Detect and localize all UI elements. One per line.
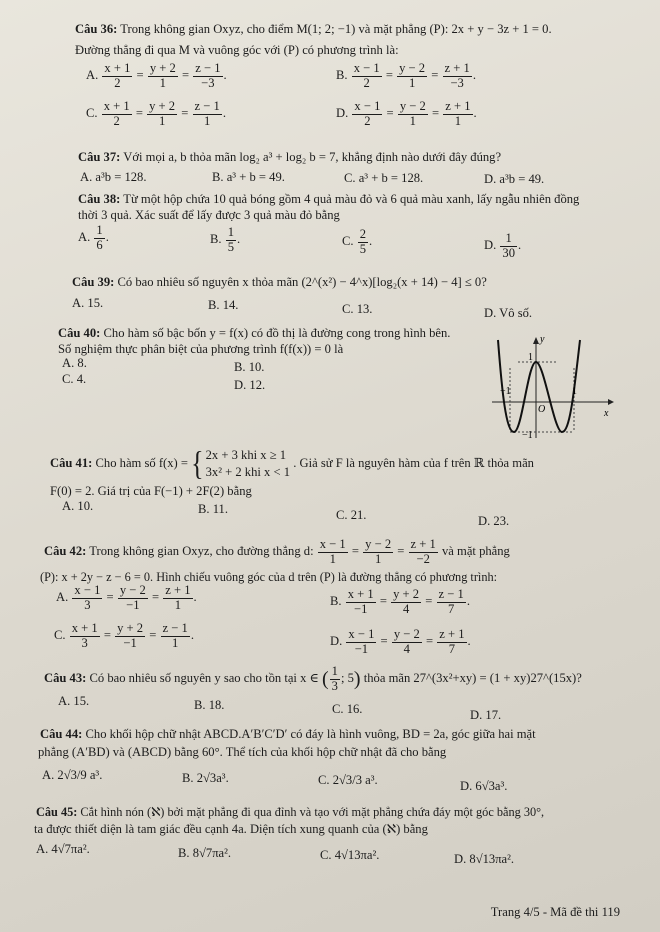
q38-opt-frac: $\frac{1}{5}$ (227, 225, 234, 254)
q42-opt-frac: $\frac{z - 1}{7}$ (438, 587, 464, 616)
q36-opt-sep: = (382, 68, 397, 83)
q41-option-b[interactable]: B. 11. (198, 502, 228, 516)
q40-option-c[interactable]: C. 4. (62, 372, 87, 386)
q38-opt-frac: $\frac{2}{5}$ (359, 227, 366, 256)
q38-text: Từ một hộp chứa 10 quả bóng gồm 4 quả màu đỏ và 6 quả màu xanh, lấy ngẫu nhiên đồng (123, 192, 580, 206)
q39-option-d[interactable]: D. Vô số. (484, 306, 533, 320)
q36-text: Trong không gian Oxyz, cho điểm M(1; 2; −1) và mặt phẳng (P): 2x + y − 3z + 1 = 0. (120, 22, 552, 36)
q42-opt-frac: $\frac{z + 1}{1}$ (165, 583, 191, 612)
q43-pre: Có bao nhiêu số nguyên y sao cho tồn tại x ∈ (89, 671, 319, 686)
q40-option-b[interactable]: B. 10. (234, 360, 265, 374)
q36-opt-sep: = (428, 68, 442, 83)
page-footer: Trang 4/5 - Mã đề thi 119 (490, 905, 620, 919)
q36-opt-sep: = (383, 106, 397, 121)
q36-opt-frac: $\frac{x + 1}{2}$ (103, 99, 130, 128)
q41-brace: { (191, 444, 204, 483)
q40-label: Câu 40: (58, 326, 101, 340)
q42-opt-sep: = (103, 590, 117, 605)
q42-opt-sep: = (376, 594, 391, 609)
q36-opt-frac: $\frac{y + 2}{1}$ (149, 61, 176, 90)
q42-opt-letter: D. (330, 634, 346, 649)
q38-option-b[interactable] (210, 226, 240, 255)
q41-case2: 3x² + 2 khi x < 1 (205, 465, 291, 479)
graph-ytick-m1: −1 (522, 430, 533, 441)
q36-opt-sep: = (428, 106, 443, 121)
q36-option-b[interactable] (336, 62, 476, 91)
q43-option-d[interactable]: D. 17. (470, 708, 502, 722)
q37-option-c[interactable]: C. a³ + b = 128. (344, 171, 424, 185)
q45-text: Cắt hình nón (ℵ) bởi mặt phẳng đi qua đỉnh và tạo với mặt phẳng chứa đáy một góc bằng 30°, (80, 805, 545, 819)
q36-opt-frac: $\frac{z + 1}{1}$ (445, 99, 471, 128)
q38-label: Câu 38: (78, 192, 121, 206)
q36-opt-frac: $\frac{x - 1}{2}$ (353, 61, 380, 90)
q37-label: Câu 37: (78, 150, 121, 164)
q44-stem2: phẳng (A′BD) và (ABCD) bằng 60°. Thể tích của khối hộp chữ nhật đã cho bằng (38, 745, 447, 759)
q38-opt-frac: $\frac{1}{30}$ (502, 231, 515, 260)
q41-stem (50, 444, 534, 483)
q42-label: Câu 42: (44, 544, 87, 559)
graph-origin-label: O (538, 404, 546, 415)
q39-text: Có bao nhiêu số nguyên x thỏa mãn (2^(x²) − 4^x)[log₂(x + 14) − 4] ≤ 0? (117, 275, 487, 289)
q43-post: thỏa mãn 27^(3x²+xy) = (1 + xy)27^(15x)? (363, 671, 582, 686)
q45-option-d[interactable]: D. 8√13πa². (454, 852, 515, 866)
q36-opt-sep: = (178, 68, 193, 83)
q42-opt-frac: $\frac{y - 2}{-1}$ (119, 583, 146, 612)
q42-opt-sep: = (422, 634, 437, 649)
q42-opt-sep: = (148, 590, 163, 605)
q36-opt-sep: = (133, 68, 147, 83)
q38-opt-letter: A. (78, 230, 94, 245)
graph-x-arrow (608, 399, 614, 405)
q36-option-d[interactable] (336, 100, 477, 129)
q38-opt-letter: B. (210, 232, 225, 247)
graph-y-arrow (533, 337, 539, 344)
q41-pre: Cho hàm số f(x) = (95, 455, 188, 470)
q36-option-c[interactable] (86, 100, 226, 129)
q38-opt-letter: D. (484, 238, 500, 253)
q42-opt-sep: . (467, 634, 471, 649)
q39-option-c[interactable]: C. 13. (342, 302, 373, 316)
graph-xtick-m1: −1 (500, 386, 511, 397)
q36-option-a[interactable] (86, 62, 227, 91)
q42-opt-sep: = (146, 628, 160, 643)
q45-option-b[interactable]: B. 8√7πa². (178, 846, 232, 860)
q40-option-d[interactable]: D. 12. (234, 378, 266, 392)
q42-d-frac: $\frac{y - 2}{1}$ (365, 537, 392, 566)
q45-label: Câu 45: (36, 805, 78, 819)
q41-stem2: F(0) = 2. Giá trị của F(−1) + 2F(2) bằng (50, 484, 252, 498)
q42-stem2: (P): x + 2y − z − 6 = 0. Hình chiếu vuông góc của d trên (P) là đường thẳng có phương trình: (40, 570, 498, 584)
q44-option-b[interactable]: B. 2√3a³. (182, 771, 229, 785)
q41-label: Câu 41: (50, 455, 93, 470)
q36-opt-frac: $\frac{x - 1}{2}$ (354, 99, 381, 128)
q38-opt-dot: . (518, 238, 522, 253)
q37-option-b[interactable]: B. a³ + b = 49. (212, 170, 285, 184)
q39-stem (72, 275, 487, 291)
q42-d-sep: = (394, 544, 408, 559)
q42-opt-sep: = (377, 634, 391, 649)
q41-cases (206, 447, 290, 481)
q42-pre: Trong không gian Oxyz, cho đường thẳng d: (89, 544, 314, 559)
q38-option-a[interactable] (78, 224, 109, 253)
q43-interval-rest: ; 5 (340, 671, 354, 686)
q38-option-c[interactable] (342, 228, 372, 257)
q43-option-a[interactable]: A. 15. (58, 694, 90, 708)
q42-opt-frac: $\frac{y + 2}{4}$ (393, 587, 420, 616)
q42-opt-frac: $\frac{z - 1}{1}$ (162, 621, 188, 650)
q42-d-frac: $\frac{x - 1}{1}$ (319, 537, 346, 566)
q42-opt-frac: $\frac{y - 2}{4}$ (393, 627, 420, 656)
q36-label: Câu 36: (75, 22, 118, 36)
q38-opt-letter: C. (342, 234, 357, 249)
q40-graph (488, 332, 616, 442)
q45-option-c[interactable]: C. 4√13πa². (320, 848, 380, 862)
q36-opt-frac: $\frac{y - 2}{1}$ (399, 61, 426, 90)
q38-opt-frac: $\frac{1}{6}$ (96, 223, 103, 252)
q38-stem (78, 192, 579, 208)
q36-opt-frac: $\frac{x + 1}{2}$ (104, 61, 131, 90)
q40-stem (58, 326, 450, 342)
q38-opt-dot: . (237, 232, 241, 247)
q43-paren-open: ( (322, 667, 329, 690)
q42-opt-sep: . (193, 590, 197, 605)
q42-stem (44, 538, 510, 567)
graph-x-label: x (604, 408, 609, 419)
q39-option-a[interactable]: A. 15. (72, 296, 104, 310)
q36-stem (75, 22, 552, 38)
q37-option-d[interactable]: D. a³b = 49. (484, 172, 545, 186)
q42-opt-letter: C. (54, 628, 69, 643)
q42-opt-frac: $\frac{x + 1}{3}$ (71, 621, 98, 650)
q37-stem (78, 150, 501, 166)
q42-opt-letter: B. (330, 594, 345, 609)
q39-option-b[interactable]: B. 14. (208, 298, 239, 312)
q36-opt-sep: . (222, 106, 226, 121)
q36-opt-letter: B. (336, 68, 351, 83)
graph-ytick-1: 1 (528, 352, 533, 363)
q42-option-b[interactable] (330, 588, 470, 617)
q36-opt-sep: = (178, 106, 192, 121)
q42-line-equation (317, 537, 439, 566)
q44-option-d[interactable]: D. 6√3a³. (460, 779, 508, 793)
q43-frac: $\frac{1}{3}$ (331, 664, 338, 693)
q43-paren-close: ) (353, 667, 361, 690)
q45-stem2: ta được thiết diện là tam giác đều cạnh 4a. Diện tích xung quanh của (ℵ) bằng (34, 822, 428, 836)
q40-option-a[interactable]: A. 8. (62, 356, 87, 370)
q36-opt-frac: $\frac{y + 2}{1}$ (149, 99, 176, 128)
q41-option-d[interactable]: D. 23. (478, 514, 510, 528)
q44-label: Câu 44: (40, 727, 83, 741)
q41-option-c[interactable]: C. 21. (336, 508, 367, 522)
q42-opt-frac: $\frac{x - 1}{3}$ (74, 583, 101, 612)
q41-case1: 2x + 3 khi x ≥ 1 (205, 448, 287, 462)
q38-opt-dot: . (105, 230, 109, 245)
q42-opt-frac: $\frac{z + 1}{7}$ (439, 627, 465, 656)
graph-y-label: y (540, 334, 545, 345)
q42-opt-sep: = (422, 594, 436, 609)
q38-stem2: thời 3 quả. Xác suất để lấy được 3 quả màu đỏ bằng (78, 208, 340, 222)
q42-opt-frac: $\frac{x + 1}{-1}$ (347, 587, 374, 616)
q42-opt-sep: . (466, 594, 470, 609)
q42-opt-letter: A. (56, 590, 72, 605)
graph-xtick-1: 1 (572, 386, 577, 397)
q38-opt-dot: . (369, 234, 373, 249)
q43-stem (44, 665, 582, 694)
q37-text: Với mọi a, b thỏa mãn log₂ a³ + log₂ b = 7, khẳng định nào dưới đây đúng? (123, 150, 502, 164)
q36-opt-sep: . (473, 106, 477, 121)
q44-option-c[interactable]: C. 2√3/3 a³. (318, 773, 378, 787)
q36-opt-sep: = (132, 106, 147, 121)
q44-option-a[interactable]: A. 2√3/9 a³. (42, 768, 103, 782)
q42-option-d[interactable] (330, 628, 471, 657)
q37-option-a[interactable]: A. a³b = 128. (80, 170, 147, 184)
q36-opt-frac: $\frac{z - 1}{1}$ (194, 99, 220, 128)
q43-option-b[interactable]: B. 18. (194, 698, 225, 712)
q36-opt-frac: $\frac{y - 2}{1}$ (399, 99, 426, 128)
q40-text: Cho hàm số bậc bốn y = f(x) có đồ thị là đường cong trong hình bên. (103, 326, 451, 340)
q42-opt-frac: $\frac{x - 1}{-1}$ (348, 627, 375, 656)
q45-stem (36, 805, 544, 820)
q39-label: Câu 39: (72, 275, 115, 289)
q42-option-c[interactable] (54, 622, 194, 651)
q42-d-frac: $\frac{z + 1}{-2}$ (410, 537, 436, 566)
q42-opt-frac: $\frac{y + 2}{-1}$ (117, 621, 144, 650)
q36-opt-frac: $\frac{z + 1}{-3}$ (444, 61, 470, 90)
q44-stem (40, 727, 536, 743)
q41-option-a[interactable]: A. 10. (62, 499, 94, 513)
q42-opt-sep: = (100, 628, 115, 643)
q42-post: và mặt phẳng (442, 544, 510, 559)
q36-opt-sep: . (223, 68, 227, 83)
q42-d-sep: = (348, 544, 363, 559)
q36-opt-letter: A. (86, 68, 102, 83)
q36-opt-sep: . (472, 68, 476, 83)
q40-stem2: Số nghiệm thực phân biệt của phương trình f(f(x)) = 0 là (58, 342, 344, 356)
q44-text: Cho khối hộp chữ nhật ABCD.A′B′C′D′ có đáy là hình vuông, BD = 2a, góc giữa hai mặt (85, 727, 536, 741)
q38-option-d[interactable] (484, 232, 521, 261)
q36-opt-letter: C. (86, 106, 101, 121)
q43-label: Câu 43: (44, 671, 87, 686)
q42-option-a[interactable] (56, 584, 197, 613)
q36-stem2: Đường thẳng đi qua M và vuông góc với (P) có phương trình là: (75, 43, 399, 57)
q41-post: . Giả sử F là nguyên hàm của f trên ℝ thỏa mãn (293, 455, 534, 470)
q43-option-c[interactable]: C. 16. (332, 702, 363, 716)
q42-opt-sep: . (190, 628, 194, 643)
q36-opt-letter: D. (336, 106, 352, 121)
q36-opt-frac: $\frac{z - 1}{-3}$ (195, 61, 221, 90)
q45-option-a[interactable]: A. 4√7πa². (36, 842, 90, 856)
